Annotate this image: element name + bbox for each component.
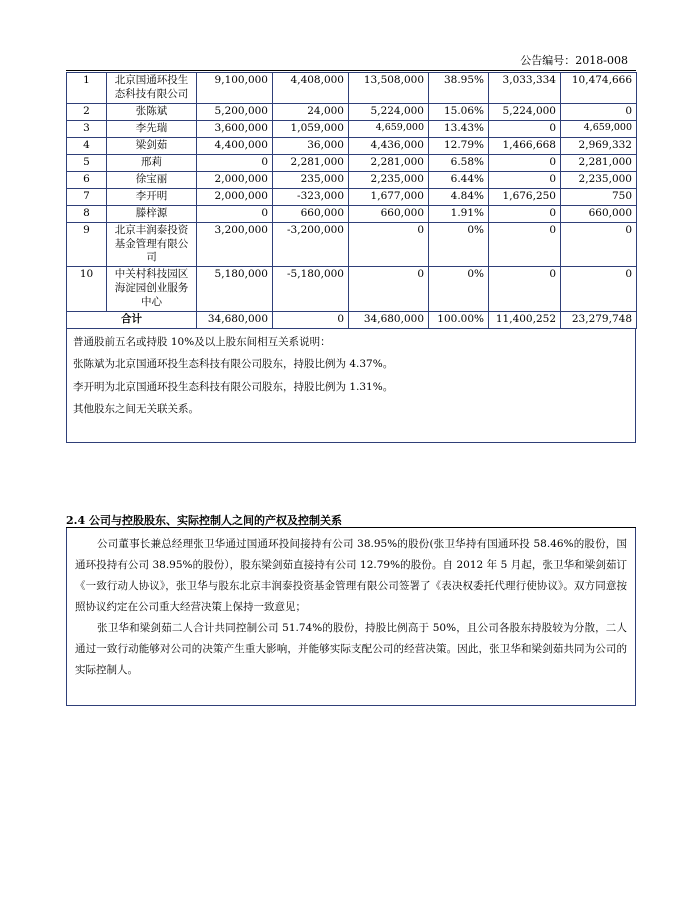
row-index: 1 [67, 73, 107, 104]
table-cell: 24,000 [273, 103, 349, 120]
table-cell: 0 [349, 222, 429, 267]
table-cell: 36,000 [273, 137, 349, 154]
table-row [67, 137, 637, 154]
table-cell: 5,200,000 [197, 103, 273, 120]
table-row [67, 188, 637, 205]
table-cell: 2,281,000 [349, 154, 429, 171]
table-cell: 3,200,000 [197, 222, 273, 267]
control-paragraph: 张卫华和梁剑茹二人合计共同控制公司 51.74%的股份，持股比例高于 50%，且公司各股东持股较为分散，二人通过一致行动能够对公司的决策产生重大影响，并能够实际支配公司的经营决策。因此，张卫华和梁剑茹共同为公司的实际控制人。 [75, 622, 627, 676]
table-row [67, 73, 637, 104]
relation-line: 张陈斌为北京国通环投生态科技有限公司股东，持股比例为 4.37%。 [73, 358, 394, 371]
control-paragraph: 公司董事长兼总经理张卫华通过国通环投间接持有公司 38.95%的股份(张卫华持有国通环投 58.46%的股份，国通环投持有公司 38.95%的股份），股东梁剑茹直接持有公司 12.79%的股份。自 2012 年 5 月起，张卫华和梁剑茹订《一致行动人协议》，张卫华与股东北京丰润泰投资基金管理有限公司签署了《表决权委托代理行使协议》。双方同意按照协议约定在公司重大经营决策上保持一致意见； [75, 538, 627, 613]
table-cell: 0 [489, 154, 561, 171]
table-cell: 0 [561, 267, 637, 312]
relation-line: 李开明为北京国通环投生态科技有限公司股东，持股比例为 1.31%。 [73, 380, 394, 393]
total-cell: 23,279,748 [561, 312, 637, 329]
table-row [67, 103, 637, 120]
table-cell: 2,281,000 [561, 154, 637, 171]
row-index: 4 [67, 137, 107, 154]
table-cell: -323,000 [273, 188, 349, 205]
table-cell: 4.84% [429, 188, 489, 205]
table-cell: 0 [489, 267, 561, 312]
control-relation-box [66, 528, 636, 706]
row-index: 8 [67, 205, 107, 222]
table-row [67, 222, 637, 267]
table-cell: 660,000 [273, 205, 349, 222]
row-index: 5 [67, 154, 107, 171]
table-cell: 0 [489, 205, 561, 222]
shareholder-table-wrapper [66, 72, 636, 443]
shareholder-name: 梁剑茹 [107, 137, 197, 154]
table-cell: 0 [349, 267, 429, 312]
table-cell: 0 [561, 222, 637, 267]
table-cell: -5,180,000 [273, 267, 349, 312]
shareholder-name: 李先瑞 [107, 120, 197, 137]
table-cell: 0 [489, 222, 561, 267]
table-row [67, 154, 637, 171]
table-cell: 750 [561, 188, 637, 205]
table-cell: 3,033,334 [489, 73, 561, 104]
table-cell: 0 [489, 120, 561, 137]
row-index: 3 [67, 120, 107, 137]
table-cell: 1,677,000 [349, 188, 429, 205]
table-cell: 2,000,000 [197, 171, 273, 188]
table-cell: 3,600,000 [197, 120, 273, 137]
table-cell: 1,466,668 [489, 137, 561, 154]
table-cell: 2,969,332 [561, 137, 637, 154]
table-row [67, 205, 637, 222]
relation-heading: 普通股前五名或持股 10%及以上股东间相互关系说明： [73, 336, 331, 349]
table-cell: 4,436,000 [349, 137, 429, 154]
table-cell: 10,474,666 [561, 73, 637, 104]
table-cell: 4,659,000 [561, 120, 637, 137]
shareholder-name: 李开明 [107, 188, 197, 205]
table-cell: 6.44% [429, 171, 489, 188]
doc-number: 公告编号：2018-008 [520, 54, 628, 67]
table-cell: 4,659,000 [349, 120, 429, 137]
table-cell: 660,000 [349, 205, 429, 222]
page-header [66, 44, 636, 71]
shareholder-name: 徐宝丽 [107, 171, 197, 188]
table-cell: 5,224,000 [489, 103, 561, 120]
total-cell: 34,680,000 [349, 312, 429, 329]
total-cell: 100.00% [429, 312, 489, 329]
table-cell: 13,508,000 [349, 73, 429, 104]
table-row [67, 171, 637, 188]
table-cell: 0 [197, 154, 273, 171]
total-cell: 11,400,252 [489, 312, 561, 329]
relation-line: 其他股东之间无关联关系。 [73, 402, 199, 415]
total-cell: 34,680,000 [197, 312, 273, 329]
table-cell: 12.79% [429, 137, 489, 154]
row-index: 10 [67, 267, 107, 312]
table-row [67, 120, 637, 137]
table-cell: 0 [197, 205, 273, 222]
table-cell: 13.43% [429, 120, 489, 137]
table-cell: 0 [489, 171, 561, 188]
table-cell: 1.91% [429, 205, 489, 222]
table-cell: 2,235,000 [561, 171, 637, 188]
shareholder-name: 邢莉 [107, 154, 197, 171]
shareholder-table [66, 72, 637, 329]
table-cell: 2,000,000 [197, 188, 273, 205]
shareholder-name: 北京国通环投生态科技有限公司 [107, 73, 197, 104]
table-cell: 6.58% [429, 154, 489, 171]
row-index: 7 [67, 188, 107, 205]
table-cell: 4,408,000 [273, 73, 349, 104]
table-cell: 0 [561, 103, 637, 120]
table-cell: 9,100,000 [197, 73, 273, 104]
row-index: 6 [67, 171, 107, 188]
shareholder-name: 张陈斌 [107, 103, 197, 120]
table-cell: 4,400,000 [197, 137, 273, 154]
shareholder-name: 滕梓源 [107, 205, 197, 222]
table-cell: 5,180,000 [197, 267, 273, 312]
table-cell: 2,281,000 [273, 154, 349, 171]
row-index: 2 [67, 103, 107, 120]
table-cell: 2,235,000 [349, 171, 429, 188]
table-cell: 1,676,250 [489, 188, 561, 205]
shareholder-name: 中关村科技园区海淀园创业服务中心 [107, 267, 197, 312]
table-cell: 5,224,000 [349, 103, 429, 120]
row-index: 9 [67, 222, 107, 267]
section-title: 2.4 公司与控股股东、实际控制人之间的产权及控制关系 [66, 514, 342, 527]
table-cell: 660,000 [561, 205, 637, 222]
table-cell: 235,000 [273, 171, 349, 188]
total-label: 合计 [67, 312, 197, 329]
table-cell: 1,059,000 [273, 120, 349, 137]
total-cell: 0 [273, 312, 349, 329]
table-cell: 15.06% [429, 103, 489, 120]
shareholder-name: 北京丰润泰投资基金管理有限公司 [107, 222, 197, 267]
table-cell: -3,200,000 [273, 222, 349, 267]
table-total-row [67, 312, 637, 329]
table-cell: 0% [429, 222, 489, 267]
table-cell: 0% [429, 267, 489, 312]
table-row [67, 267, 637, 312]
shareholder-relation-note [66, 329, 636, 443]
table-cell: 38.95% [429, 73, 489, 104]
